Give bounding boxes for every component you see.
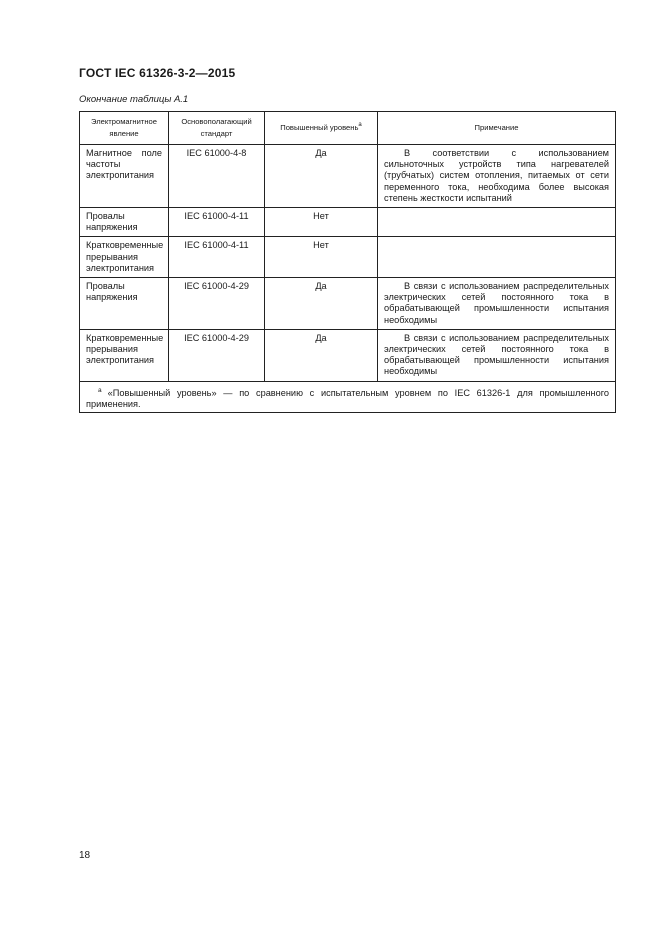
table-row — [80, 278, 616, 330]
standards-table — [79, 111, 616, 413]
cell-standard: IEC 61000-4-29 — [169, 278, 265, 330]
table-row — [80, 329, 616, 381]
footnote-mark: a — [98, 386, 102, 394]
footnote-text: «Повышенный уровень» — по сравнению с испытательным уровнем по IEC 61326-1 для промышленного применения. — [86, 387, 609, 409]
table-header-row — [80, 112, 616, 145]
document-header: ГОСТ IEC 61326-3-2—2015 — [79, 66, 236, 80]
cell-standard: IEC 61000-4-11 — [169, 208, 265, 237]
cell-note: В связи с использованием распределительных электрических сетей постоянного тока в обрабатывающей промышленности испытания необходимы — [378, 278, 616, 330]
table-footnote — [80, 381, 616, 412]
cell-note — [378, 237, 616, 278]
cell-standard: IEC 61000-4-29 — [169, 329, 265, 381]
cell-level: Да — [265, 278, 378, 330]
cell-note: В соответствии с использованием сильноточных устройств типа нагревателей (трубчатых) систем отопления, питаемых от сети переменного тока, необходима более высокая степень жесткости испытаний — [378, 145, 616, 208]
table-caption: Окончание таблицы А.1 — [79, 94, 189, 105]
cell-level: Нет — [265, 237, 378, 278]
footnote-reference: a — [358, 122, 362, 128]
table-row — [80, 208, 616, 237]
column-header-level — [265, 112, 378, 145]
column-header-note: Примечание — [378, 112, 616, 145]
page-number: 18 — [79, 850, 91, 861]
table-row — [80, 145, 616, 208]
cell-phenomenon: Кратковременные прерывания электропитания — [80, 237, 169, 278]
cell-standard: IEC 61000-4-8 — [169, 145, 265, 208]
cell-standard: IEC 61000-4-11 — [169, 237, 265, 278]
column-header-level-label: Повышенный уровень — [280, 123, 359, 132]
table-footnote-row — [80, 381, 616, 412]
column-header-standard: Основополагающий стандарт — [169, 112, 265, 145]
column-header-phenomenon: Электромагнитное явление — [80, 112, 169, 145]
cell-note: В связи с использованием распределительных электрических сетей постоянного тока в обрабатывающей промышленности испытания необходимы — [378, 329, 616, 381]
cell-phenomenon: Провалы напряжения — [80, 278, 169, 330]
cell-phenomenon: Магнитное поле частоты электропитания — [80, 145, 169, 208]
table-row — [80, 237, 616, 278]
cell-phenomenon: Провалы напряжения — [80, 208, 169, 237]
cell-phenomenon: Кратковременные прерывания электропитания — [80, 329, 169, 381]
cell-level: Нет — [265, 208, 378, 237]
cell-level: Да — [265, 329, 378, 381]
cell-level: Да — [265, 145, 378, 208]
cell-note — [378, 208, 616, 237]
